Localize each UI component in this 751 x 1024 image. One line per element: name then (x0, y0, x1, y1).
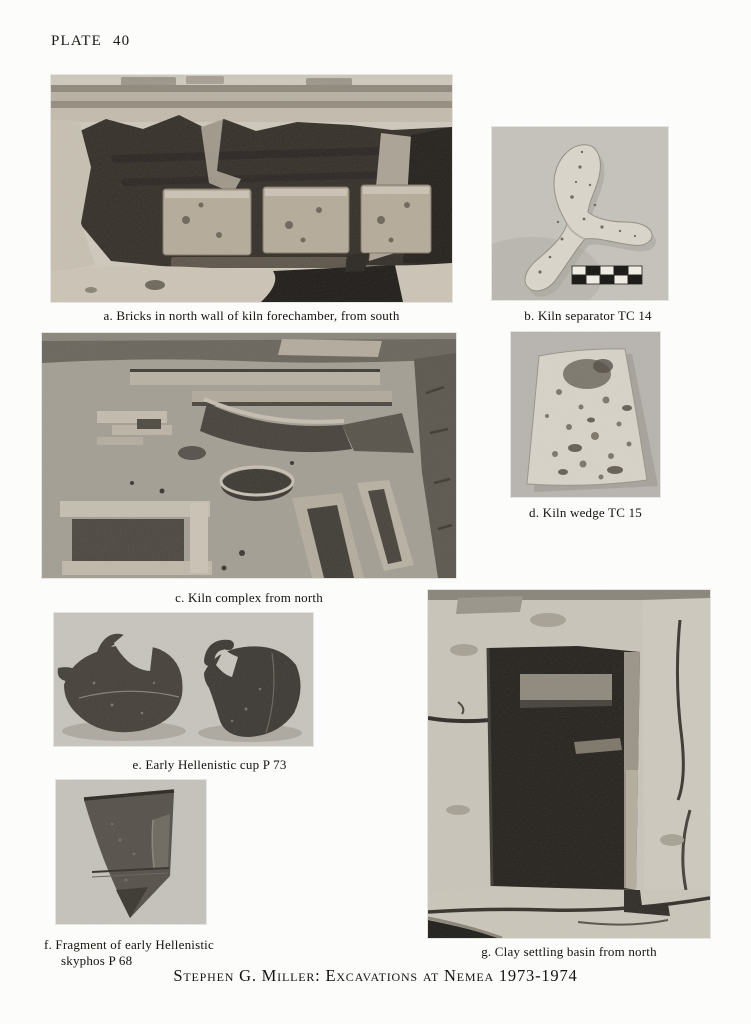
photo-f-skyphos-fragment (56, 780, 206, 924)
caption-a: a. Bricks in north wall of kiln forechamber, from south (103, 308, 400, 323)
caption-f-line2: skyphos P 68 (61, 953, 133, 968)
photo-g-settling-basin (428, 590, 710, 938)
caption-e: e. Early Hellenistic cup P 73 (132, 757, 287, 772)
page-footer-attribution: Stephen G. Miller: Excavations at Nemea 1973-1974 (173, 966, 578, 985)
caption-c: c. Kiln complex from north (175, 590, 323, 605)
caption-f (44, 937, 214, 969)
photo-b-kiln-separator (492, 127, 668, 300)
caption-f-line1: f. Fragment of early Hellenistic (44, 937, 214, 952)
photo-e-hellenistic-cup (54, 613, 313, 746)
photo-a-bricks-north-wall (51, 75, 452, 302)
caption-b: b. Kiln separator TC 14 (524, 308, 652, 323)
photo-d-kiln-wedge (511, 332, 660, 497)
caption-g: g. Clay settling basin from north (481, 944, 657, 959)
caption-d: d. Kiln wedge TC 15 (529, 505, 642, 520)
plate-number-label: PLATE 40 (51, 33, 131, 49)
photo-c-kiln-complex (42, 333, 456, 578)
